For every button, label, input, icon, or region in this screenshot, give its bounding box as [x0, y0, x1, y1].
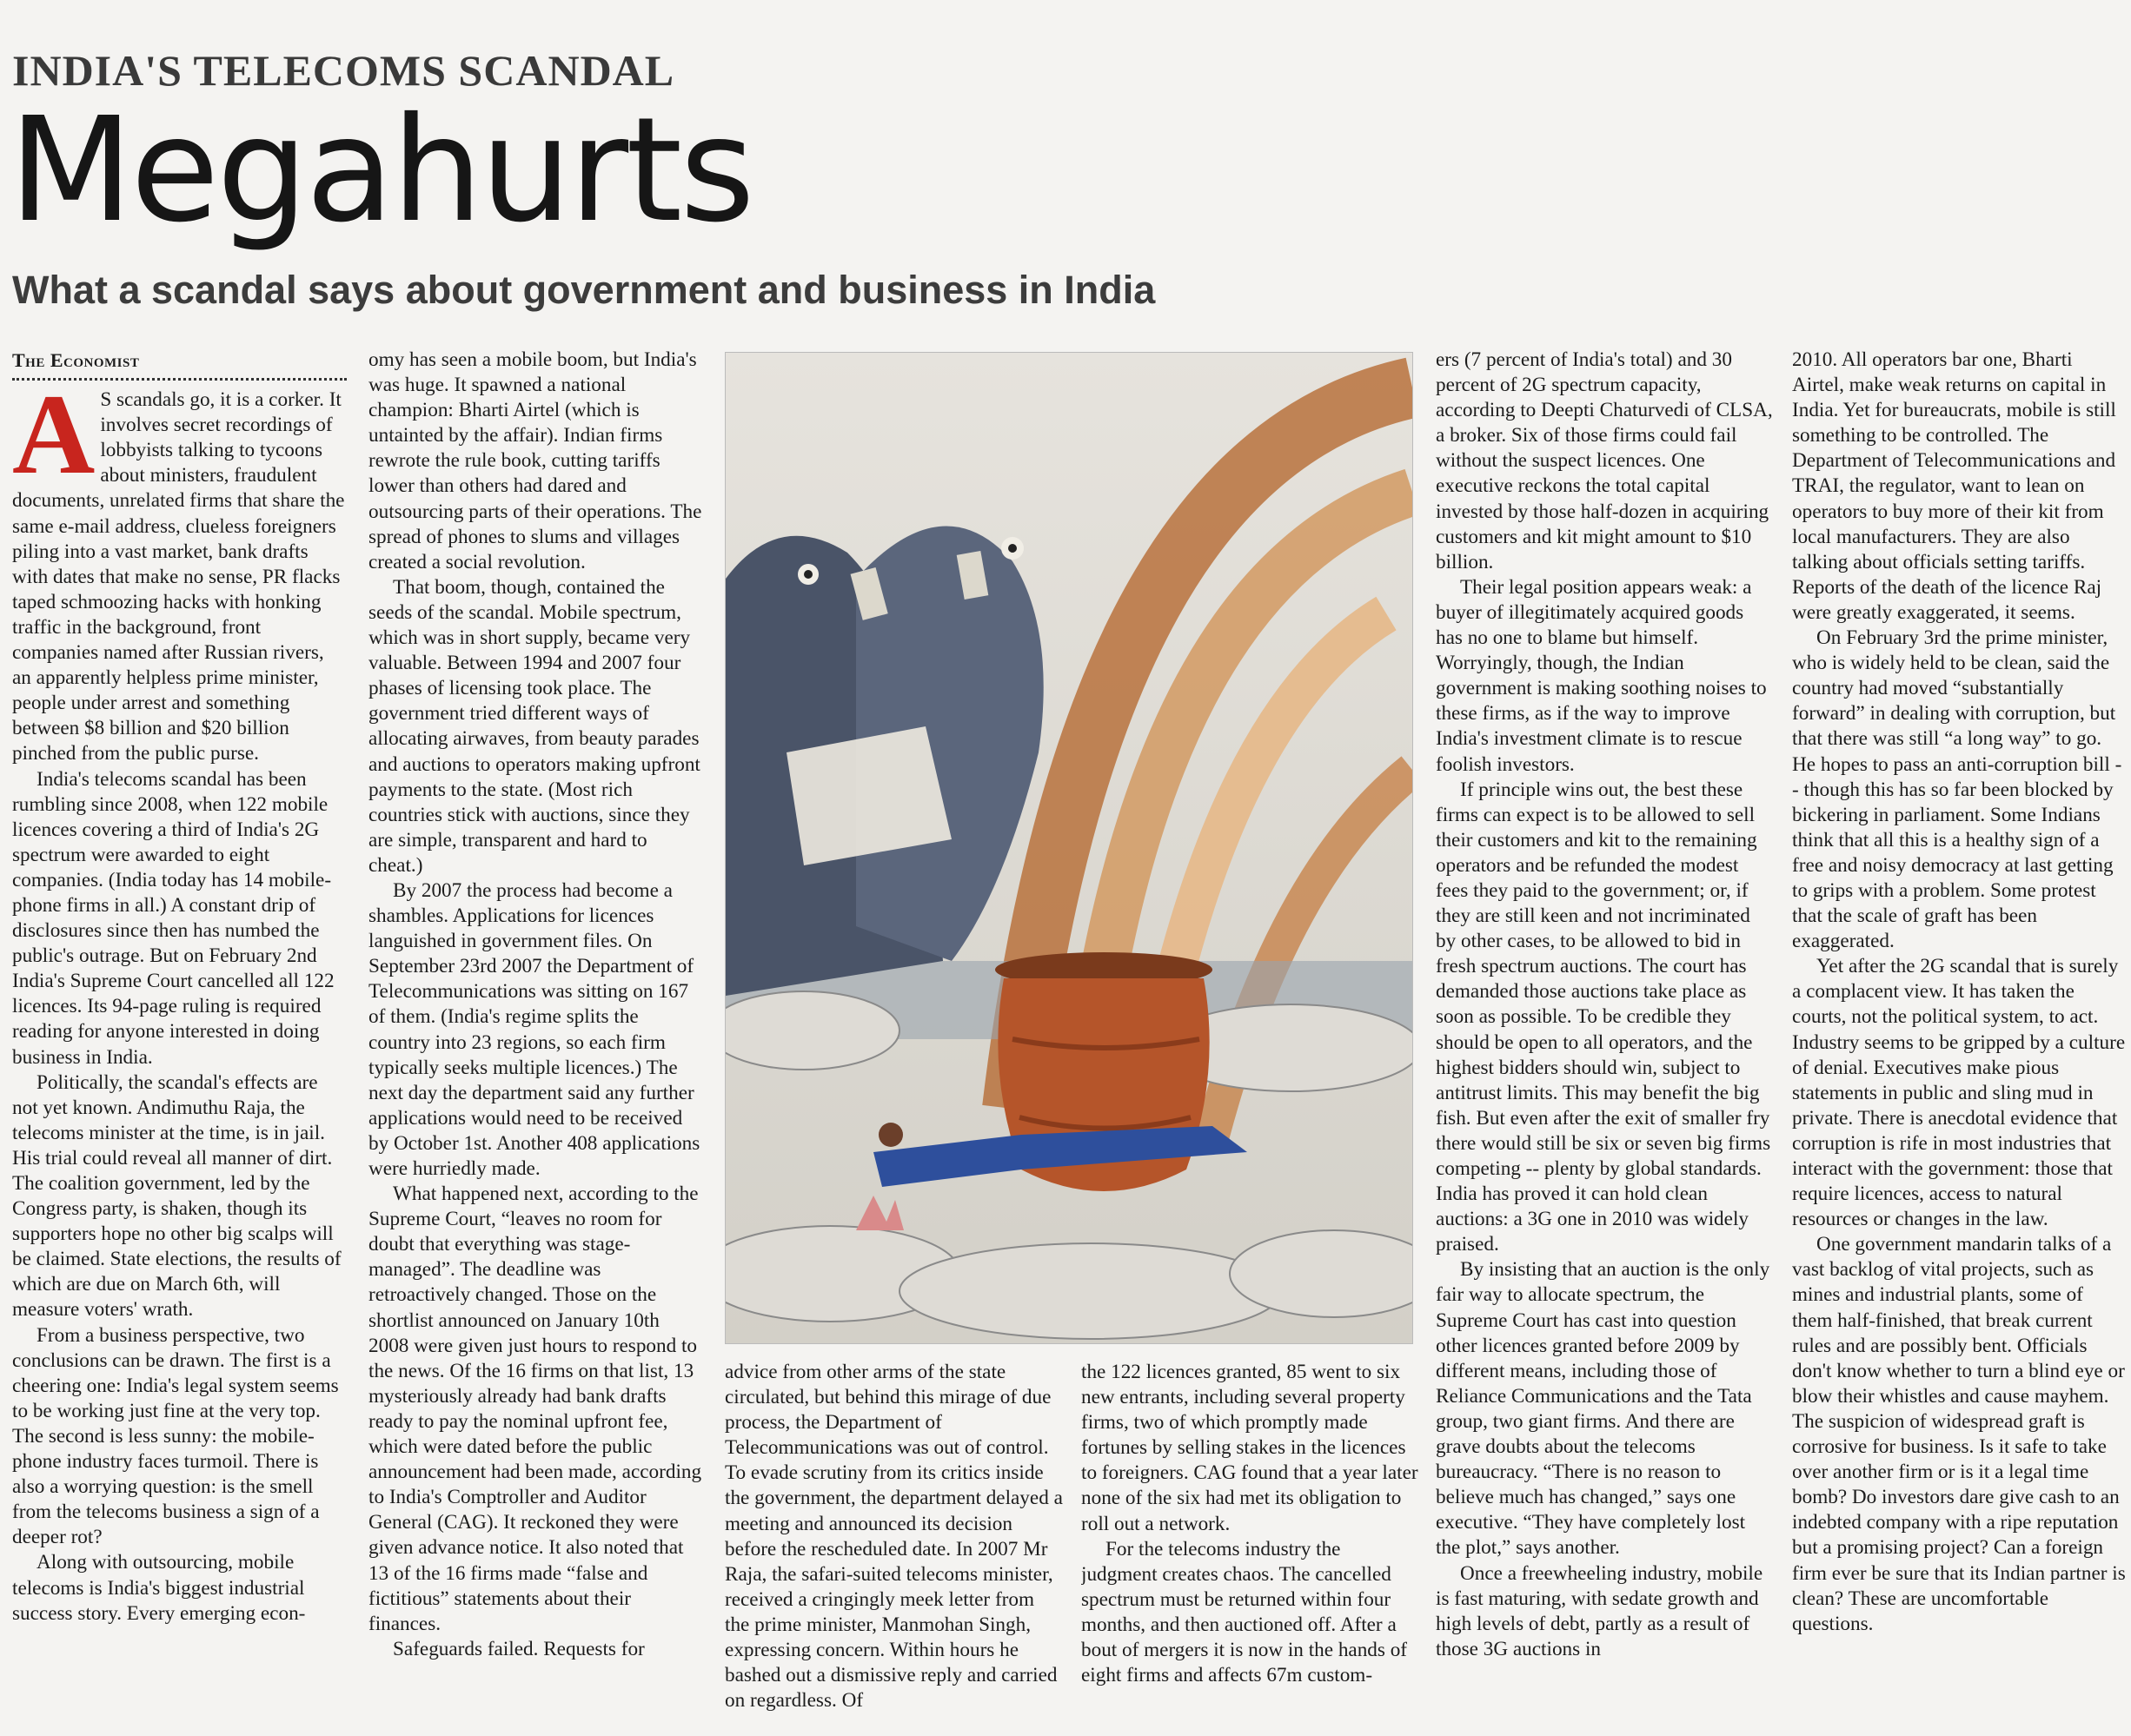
paragraph: A S scandals go, it is a corker. It involves secret recordings of lobbyists talking to tycoons about ministers, fraudulent documents, unrelated firms that share the same e-mail address, clueless foreigners piling into a vast market, bank drafts with dates that make no sense, PR flacks taped schmoozing hacks with honking traffic in the background, front companies named after Russian rivers, an apparently helpless prime minister, people under arrest and something between $8 billion and $20 billion pinched from the public purse.: [12, 370, 345, 765]
paragraph: Along with outsourcing, mobile telecoms is India's biggest industrial success story. Every emerging econ-: [12, 1551, 306, 1625]
paragraph: By 2007 the process had become a shambles. Applications for licences languished in government files. On September 23rd 2007 the Department of Telecommunications was sitting on 167 of them. (India's regime splits the country into 23 regions, so each firm typically seeks multiple licences.) The next day the department said any further applications would need to be received by October 1st. Another 408 applications were hurriedly made.: [368, 878, 700, 1180]
paragraph: That boom, though, contained the seeds of the scandal. Mobile spectrum, which was in short supply, became very valuable. Between 1994 and 2007 four phases of licensing took place. The government tried different ways of allocating airwaves, from beauty parades and auctions to operators making upfront payments to the state. (Most rich countries stick with auctions, since they are simple, transparent and hard to cheat.): [368, 575, 700, 877]
paragraph: Once a freewheeling industry, mobile is fast maturing, with sedate growth and high levels of debt, partly as a result of those 3G auctions in: [1436, 1561, 1763, 1660]
paragraph: On February 3rd the prime minister, who is widely held to be clean, said the country had moved “substantially forward” in dealing with corruption, but that there was still “a long way” to go. He hopes to pass an anti-corruption bill -- though this has so far been blocked by bickering in parliament. Some Indians think that all this is a healthy sign of a free and noisy democracy at last getting to grips with a problem. Some protest that the scale of graft has been exaggerated.: [1792, 626, 2122, 953]
paragraph: advice from other arms of the state circulated, but behind this mirage of due process, the Department of Telecommunications was out of control. To evade scrutiny from its critics inside the government, the department delayed a meeting and announced its decision before the rescheduled date. In 2007 Mr Raja, the safari-suited telecoms minister, received a cringingly meek letter from the prime minister, Manmohan Singh, expressing concern. Within hours he bashed out a dismissive reply and carried on regardless. Of: [725, 1361, 1063, 1713]
paragraph: the 122 licences granted, 85 went to six new entrants, including several property firms, two of which promptly made fortunes by selling stakes in the licences to foreigners. CAG found that a year later none of the six had met its obligation to roll out a network.: [1081, 1361, 1418, 1535]
paragraph: Yet after the 2G scandal that is surely a complacent view. It has taken the courts, not the political system, to act. Industry seems to be gripped by a culture of denial. Executives make pious statements in public and sling mud in private. There is anecdotal evidence that corruption is rife in most industries that interact with the government: those that require licences, access to natural resources or changes in the law.: [1792, 955, 2126, 1231]
paragraph: If principle wins out, the best these firms can expect is to be allowed to sell their customers and kit to the remaining operators and be refunded the modest fees they paid to the government; or, if they are still keen and not incriminated by other cases, to be allowed to bid in fresh spectrum auctions. The court has demanded those auctions take place as soon as possible. To be credible they should be open to all operators, and the highest bidders should win, subject to antitrust limits. This may benefit the big fish. But even after the exit of smaller fry there would still be six or seven big firms competing -- plenty by global standards. India has proved it can hold clean auctions: a 3G one in 2010 was widely praised.: [1436, 778, 1771, 1256]
paragraph: From a business perspective, two conclusions can be drawn. The first is a cheering one: India's legal system seems to be working just fine at the very top. The second is less sunny: the mobile-phone industry faces turmoil. There is also a worrying question: is the smell from the telecoms business a sign of a deeper rot?: [12, 1323, 339, 1549]
article-column-1: [12, 348, 347, 1736]
paragraph: For the telecoms industry the judgment creates chaos. The cancelled spectrum must be returned within four months, and then auctioned off. After a bout of mergers it is now in the hands of eight firms and affects 67m custom-: [1081, 1537, 1408, 1687]
paragraph: By insisting that an auction is the only fair way to allocate spectrum, the Supreme Court has cast into question other licences granted before 2009 by different means, including those of Reliance Communications and the Tata group, two giant firms. And there are grave doubts about the telecoms bureaucracy. “There is no reason to believe much has changed,” says one executive. “They have completely lost the plot,” says another.: [1436, 1258, 1770, 1560]
paragraph: Politically, the scandal's effects are not yet known. Andimuthu Raja, the telecoms minister at the time, is in jail. His trial could reveal all manner of dirt. The coalition government, led by the Congress party, is shaken, though its supporters hope no other big scalps will be claimed. State elections, the results of which are due on March 6th, will measure voters' wrath.: [12, 1070, 342, 1322]
paragraph: What happened next, according to the Supreme Court, “leaves no room for doubt that everything was stage-managed”. The deadline was retroactively changed. Those on the shortlist announced on January 10th 2008 were given just hours to respond to the news. Of the 16 firms on that list, 13 mysteriously already had bank drafts ready to pay the nominal upfront fee, which were dated before the public announcement had been made, according to India's Comptroller and Auditor General (CAG). It reckoned they were given advance notice. It also noted that 13 of the 16 firms made “false and fictitious” statements about their finances.: [368, 1183, 702, 1635]
paragraph: 2010. All operators bar one, Bharti Airtel, make weak returns on capital in India. Yet for bureaucrats, mobile is still something to be controlled. The Department of Telecommunications and TRAI, the regulator, want to lean on operators to buy more of their kit from local manufacturers. They are also talking about officials setting tariffs. Reports of the death of the licence Raj were greatly exaggerated, it seems.: [1792, 348, 2116, 624]
paragraph: India's telecoms scandal has been rumbling since 2008, when 122 mobile licences covering a third of India's 2G spectrum were awarded to eight companies. (India today has 14 mobile-phone firms in all.) A constant drip of disclosures since then has numbed the public's outrage. But on February 2nd India's Supreme Court cancelled all 122 licences. Its 94-page ruling is required reading for anyone interested in doing business in India.: [12, 767, 335, 1069]
headline: Megahurts: [9, 87, 753, 255]
article-column-6: [1792, 348, 2127, 1736]
paragraph: One government mandarin talks of a vast backlog of vital projects, such as mines and industrial plants, some of them half-finished, that break current rules and are possibly bent. Officials don't know whether to turn a blind eye or blow their whistles and cause mayhem. The suspicion of widespread graft is corrosive for business. Is it safe to take over another firm or is it a legal time bomb? Do investors dare give cash to an indebted company with a ripe reputation but a promising project? Can a foreign firm ever be sure that its Indian partner is clean? These are uncomfortable questions.: [1792, 1233, 2126, 1635]
article-column-3: [725, 1360, 1064, 1736]
article-column-5: [1436, 348, 1775, 1736]
byline: The Economist: [12, 348, 347, 381]
paragraph: ers (7 percent of India's total) and 30 percent of 2G spectrum capacity, according to Deepti Chaturvedi of CLSA, a broker. Six of those firms could fail without the suspect licences. One executive reckons the total capital invested by those half-dozen in acquiring customers and kit might amount to $10 billion.: [1436, 348, 1773, 573]
section-kicker: INDIA'S TELECOMS SCANDAL: [12, 46, 675, 95]
paragraph: Safeguards failed. Requests for: [393, 1637, 645, 1660]
illustration-icon: [726, 353, 1412, 1343]
article-column-4: [1081, 1360, 1420, 1736]
paragraph: Their legal position appears weak: a buyer of illegitimately acquired goods has no one to blame but himself. Worryingly, though, the Indian government is making soothing noises to these firms, as if the way to improve India's investment climate is to rescue foolish investors.: [1436, 575, 1767, 776]
paragraph: omy has seen a mobile boom, but India's was huge. It spawned a national champion: Bharti Airtel (which is untainted by the affair). Indian firms rewrote the rule book, cutting tariffs lower than others had dared and outsourcing parts of their operations. The spread of phones to slums and villages created a social revolution.: [368, 348, 702, 573]
article-column-2: [368, 348, 703, 1736]
cartoon-illustration: [725, 352, 1413, 1344]
standfirst: What a scandal says about government and business in India: [12, 268, 1156, 312]
drop-cap: A: [12, 370, 96, 499]
